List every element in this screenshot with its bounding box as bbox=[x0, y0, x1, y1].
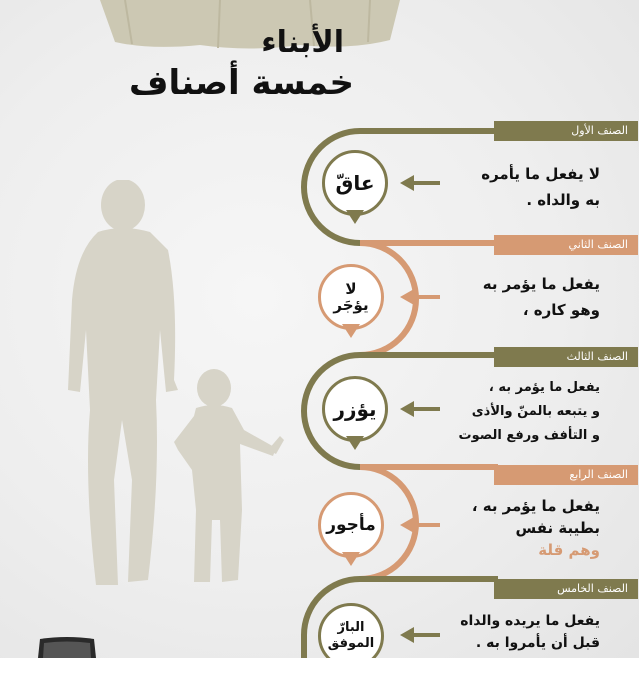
arrow-left-icon bbox=[400, 401, 440, 417]
category-2-desc-line-1: يفعل ما يؤمر به bbox=[482, 275, 600, 293]
category-3-badge bbox=[322, 376, 388, 442]
arrow-left-icon bbox=[400, 627, 440, 643]
category-1-badge bbox=[322, 150, 388, 216]
category-1-description bbox=[450, 162, 600, 213]
category-1-desc-line-2: به والداه . bbox=[526, 190, 600, 209]
category-4-highlight: وهم قلة bbox=[538, 540, 600, 559]
title-line-1: الأبناء bbox=[261, 25, 344, 60]
category-4-badge bbox=[318, 492, 384, 558]
category-4-description bbox=[450, 496, 600, 561]
arrow-left-icon bbox=[400, 175, 440, 191]
category-4-tab: الصنف الرابع bbox=[494, 465, 638, 485]
category-3-badge-label: يؤزر bbox=[333, 397, 377, 421]
category-2-tab: الصنف الثاني bbox=[494, 235, 638, 255]
category-3-desc-line-2: و يتبعه بالمنّ والأذى bbox=[471, 404, 600, 420]
category-5-badge-line-2: الموفق bbox=[327, 636, 375, 651]
category-2-badge bbox=[318, 264, 384, 330]
title-line-2: خمسة أصناف bbox=[128, 62, 354, 103]
arrow-left-icon bbox=[400, 289, 440, 305]
category-4-desc-line-2: بطيبة نفس bbox=[515, 518, 600, 537]
category-3-description bbox=[450, 376, 600, 448]
category-2-description bbox=[450, 272, 600, 323]
arrow-left-icon bbox=[400, 517, 440, 533]
category-1-desc-line-1: لا يفعل ما يأمره bbox=[481, 165, 600, 183]
category-5-badge-line-1: البارّ bbox=[337, 620, 365, 636]
category-2-desc-line-2: وهو كاره ، bbox=[522, 300, 600, 319]
category-2-badge-line-1: لا bbox=[345, 279, 357, 298]
category-5-desc-line-2: قبل أن يأمروا به . bbox=[475, 635, 600, 652]
category-3-desc-line-1: يفعل ما يؤمر به ، bbox=[488, 380, 600, 395]
category-3-tab: الصنف الثالث bbox=[494, 347, 638, 367]
category-4-badge-label: مأجور bbox=[326, 515, 376, 535]
category-5-tab: الصنف الخامس bbox=[494, 579, 638, 599]
category-1-badge-label: عاقّ bbox=[335, 171, 375, 195]
bag-graphic bbox=[36, 635, 98, 658]
category-2-badge-line-2: يؤجَر bbox=[333, 296, 369, 314]
category-5-desc-line-1: يفعل ما يريده والداه bbox=[460, 613, 600, 629]
category-5-description bbox=[450, 610, 600, 655]
category-1-tab: الصنف الأول bbox=[494, 121, 638, 141]
category-3-desc-line-3: و التأفف ورفع الصوت bbox=[458, 428, 600, 444]
category-4-desc-line-1: يفعل ما يؤمر به ، bbox=[471, 497, 600, 515]
